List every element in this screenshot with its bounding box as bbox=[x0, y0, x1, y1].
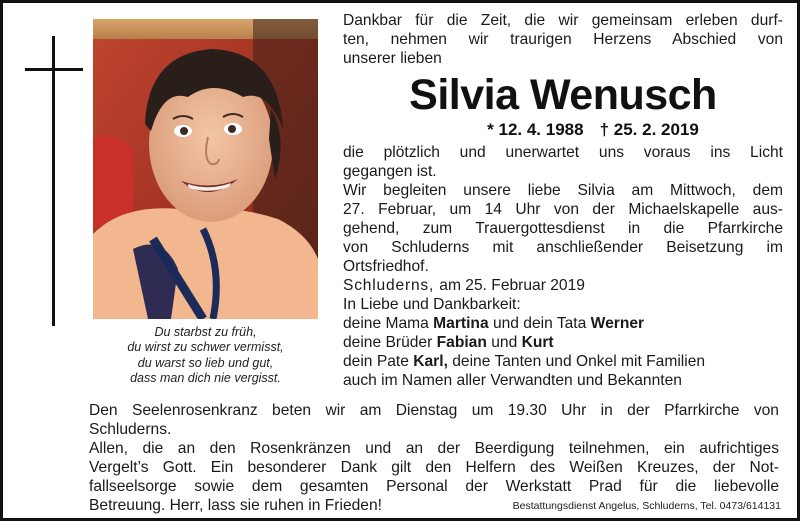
place: Schluderns, bbox=[343, 277, 435, 294]
rosary-line: Schluderns. bbox=[89, 421, 172, 438]
birth-date: * 12. 4. 1988 bbox=[487, 120, 584, 139]
mourners-intro: In Liebe und Dankbarkeit: bbox=[343, 296, 521, 313]
mourners-line: dein Pate Karl, deine Tanten und Onkel mit Familien bbox=[343, 353, 706, 370]
funeral-info-line: von Schluderns mit anschließender Beisetzung im bbox=[343, 239, 783, 256]
cross-icon bbox=[25, 36, 83, 326]
funeral-info-line: gehend, zum Trauergottesdienst in die Pfarrkirche bbox=[343, 220, 783, 237]
funeral-info-line: 27. Februar, um 14 Uhr von der Michaelskapelle aus- bbox=[343, 201, 783, 218]
poem-line: Du starbst zu früh, bbox=[154, 325, 257, 339]
thanks-line: Vergelt’s Gott. Ein besonderer Dank gilt den Helfern des Weißen Kreuzes, der Not- bbox=[89, 459, 779, 476]
place-date bbox=[343, 276, 783, 295]
main-text bbox=[343, 11, 783, 390]
life-dates bbox=[403, 120, 783, 140]
funeral-info-line: Wir begleiten unsere liebe Silvia am Mittwoch, dem bbox=[343, 182, 783, 199]
text-line: gegangen ist. bbox=[343, 163, 437, 180]
thanks-line: Betreuung. Herr, lass sie ruhen in Frieden! bbox=[89, 497, 382, 514]
mourners-line: auch im Namen aller Verwandten und Bekannten bbox=[343, 372, 682, 389]
thanks-line: Allen, die an den Rosenkränzen und an der Beerdigung teilnehmen, ein aufrichtiges bbox=[89, 440, 779, 457]
poem-line: du wirst zu schwer vermisst, bbox=[127, 340, 284, 355]
intro-line: unserer lieben bbox=[343, 50, 442, 67]
funeral-info-line: Ortsfriedhof. bbox=[343, 258, 429, 275]
rosary-line: Den Seelenrosenkranz beten wir am Dienstag um 19.30 Uhr in der Pfarrkirche von bbox=[89, 402, 779, 419]
deceased-name: Silvia Wenusch bbox=[409, 71, 717, 119]
death-date: † 25. 2. 2019 bbox=[599, 120, 699, 139]
poem-line: dass man dich nie vergisst. bbox=[130, 370, 281, 385]
portrait-photo bbox=[93, 19, 318, 319]
mourners-line: deine Mama Martina und dein Tata Werner bbox=[343, 315, 645, 332]
funeral-service-credit: Bestattungsdienst Angelus, Schluderns, Tel. 0473/614131 bbox=[512, 500, 781, 512]
intro-line: Dankbar für die Zeit, die wir gemeinsam erleben durf- bbox=[343, 12, 783, 29]
closing-text bbox=[89, 401, 779, 515]
mourners-line: deine Brüder Fabian und Kurt bbox=[343, 334, 554, 351]
text-line: die plötzlich und unerwartet uns voraus ins Licht bbox=[343, 144, 783, 161]
poem bbox=[93, 325, 318, 386]
date: am 25. Februar 2019 bbox=[439, 277, 585, 294]
intro-line: ten, nehmen wir traurigen Herzens Abschied von bbox=[343, 31, 783, 48]
poem-line: du warst so lieb und gut, bbox=[137, 355, 274, 370]
thanks-line: fallseelsorge sowie dem gesamten Personal der Werkstatt Prad für die liebevolle bbox=[89, 478, 779, 495]
